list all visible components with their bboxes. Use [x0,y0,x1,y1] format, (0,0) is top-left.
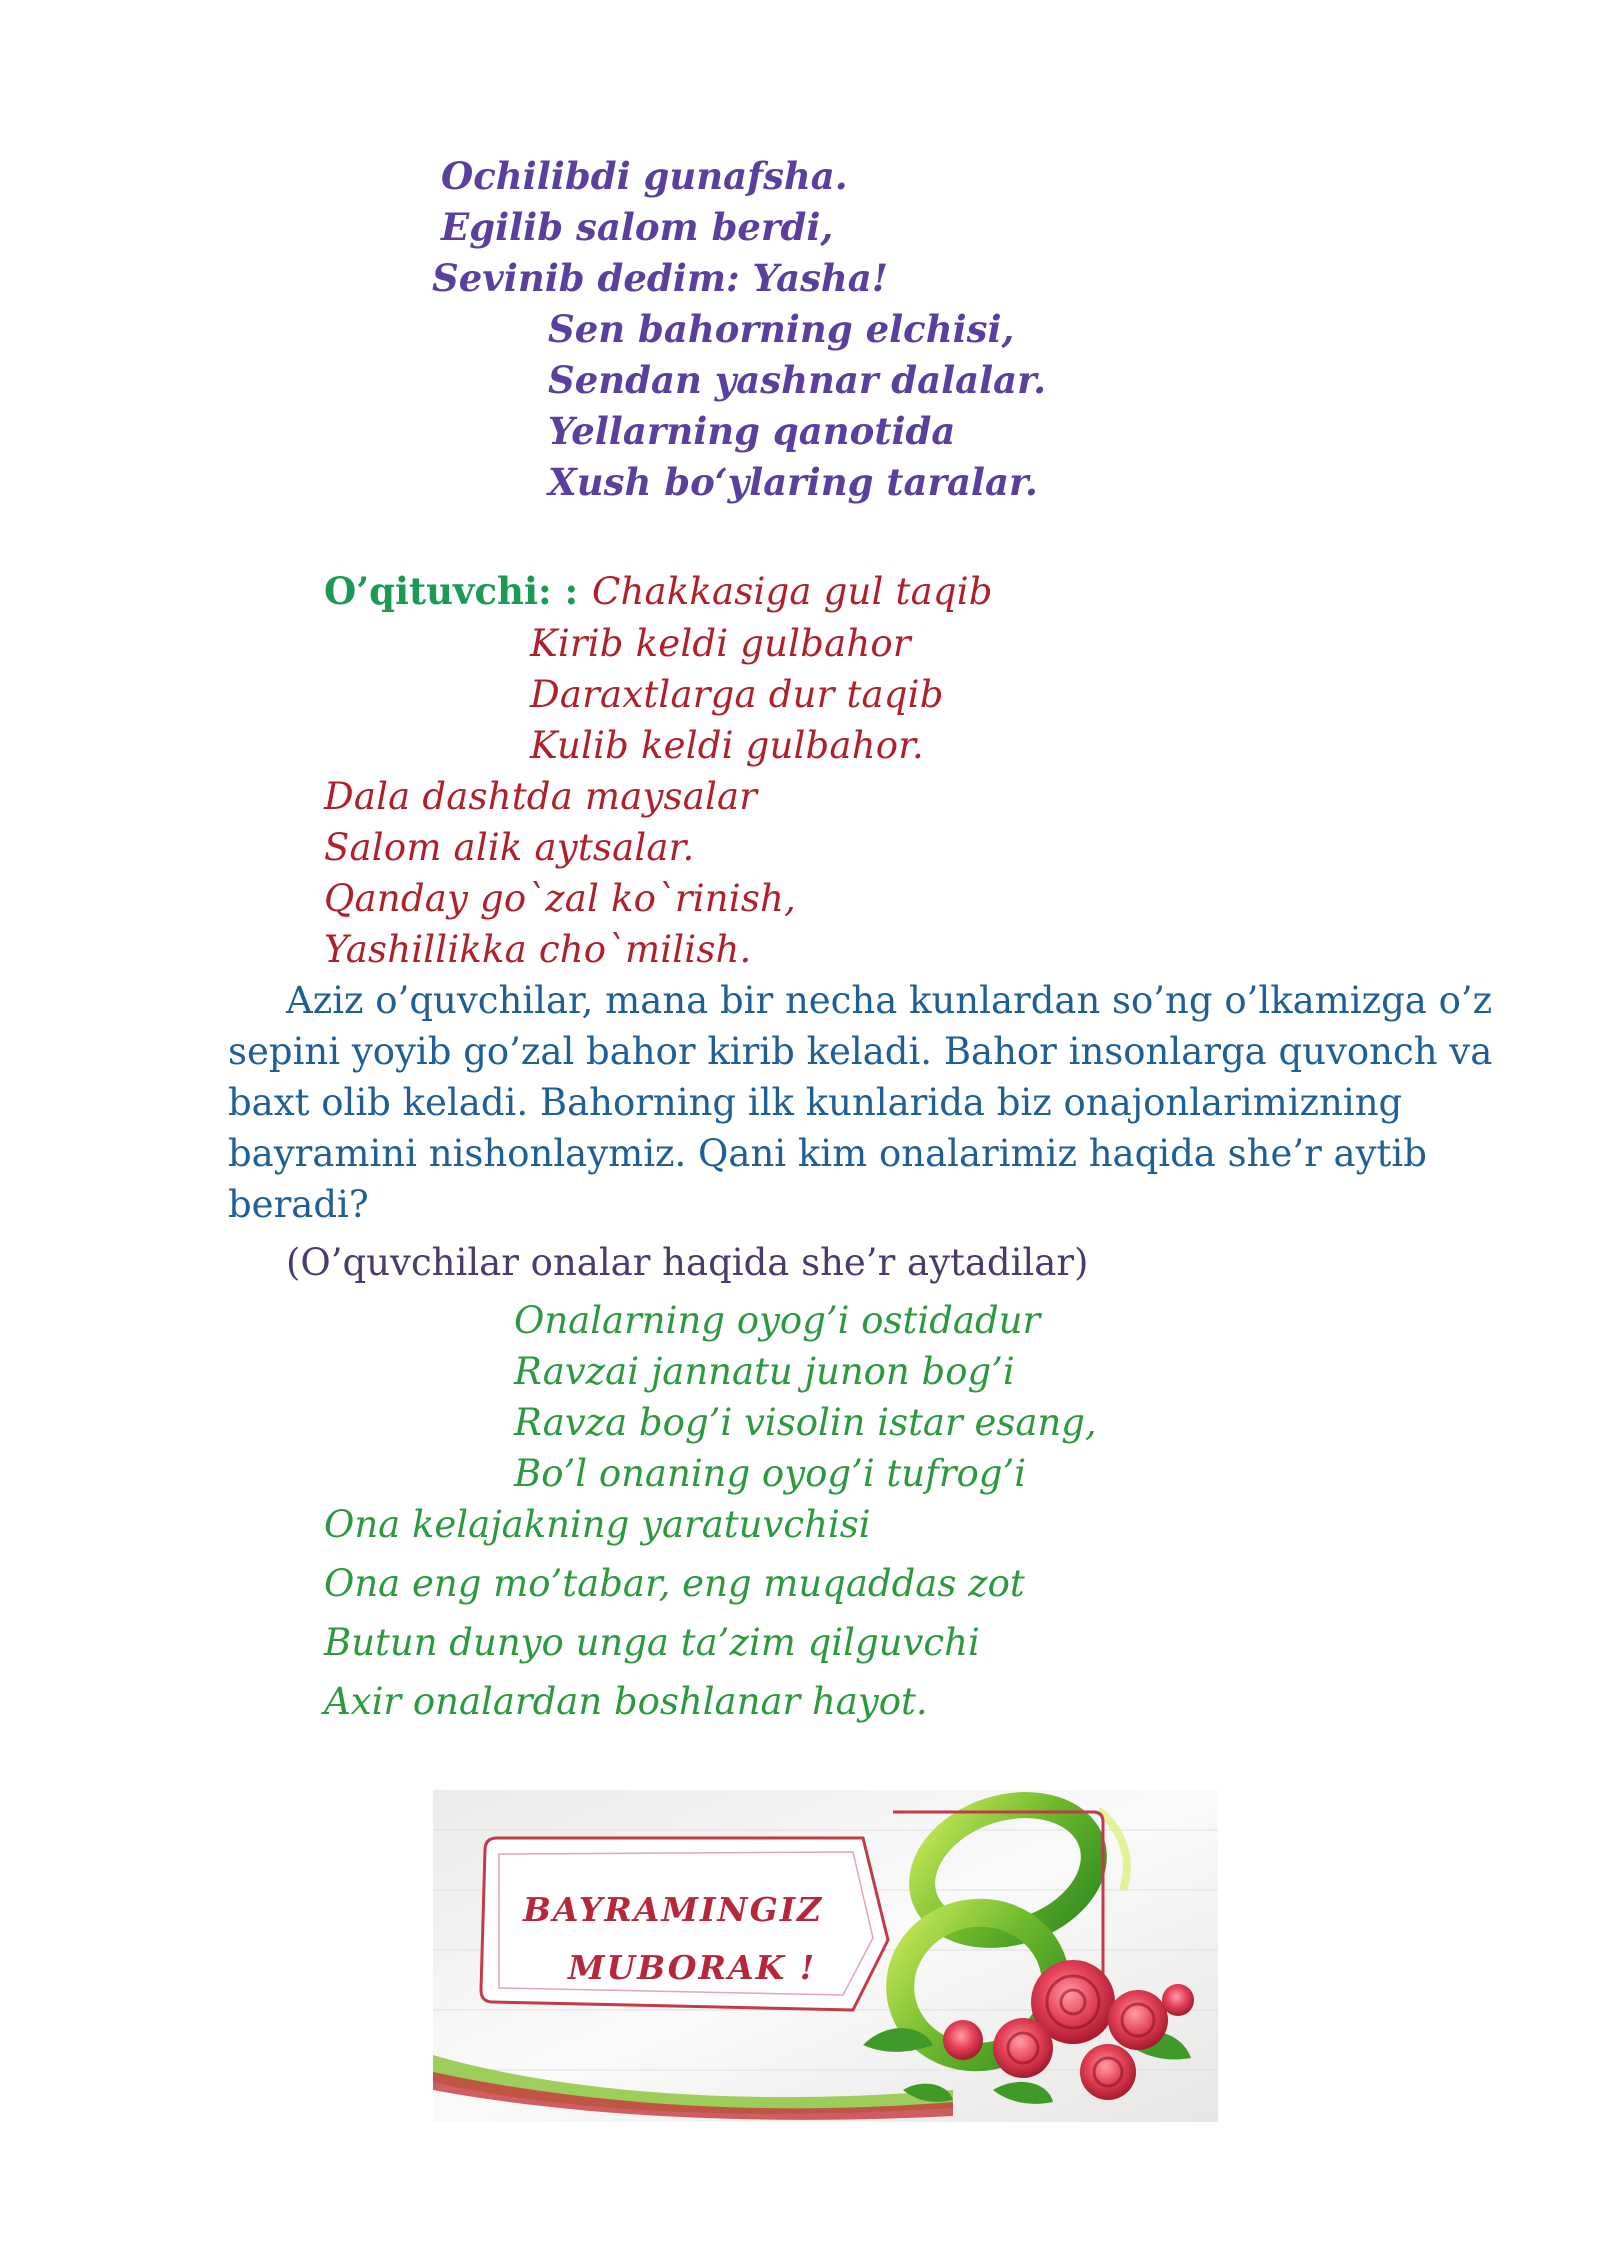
poem-line: Ravza bog’i visolin istar esang, [514,1401,1097,1444]
teacher-poem-line: Kulib keldi gulbahor. [530,724,924,767]
paragraph-line: sepini yoyib go’zal bahor kirib keladi. Bahor insonlarga quvonch va [228,1030,1493,1073]
paragraph-line: baxt olib keladi. Bahorning ilk kunlarida biz onajonlarimizning [228,1081,1403,1124]
teacher-poem-line: Yashillikka cho`milish. [324,928,752,971]
paragraph-line: Aziz o’quvchilar, mana bir necha kunlardan so’ng o’lkamizga o’z [286,979,1493,1022]
teacher-poem-line: Daraxtlarga dur taqib [530,673,944,716]
poem-line: Ona kelajakning yaratuvchisi [324,1503,871,1546]
poem-line: Xush bo‘ylaring taralar. [548,460,1038,504]
poem-line: Ochilibdi gunafsha. [441,154,848,198]
poem-line: Egilib salom berdi, [441,205,834,249]
greeting-card-graphic [433,1790,1218,2122]
poem-line: Axir onalardan boshlanar hayot. [324,1680,928,1723]
poem-line: Bo’l onaning oyog’i tufrog’i [514,1452,1027,1495]
paragraph-line: bayramini nishonlaymiz. Qani kim onalarimiz haqida she’r aytib [228,1132,1427,1175]
card-greeting-line2: MUBORAK ! [568,1948,817,1987]
card-greeting-line1: BAYRAMINGIZ [523,1890,824,1929]
paragraph-line: beradi? [228,1183,369,1226]
poem-line: Sendan yashnar dalalar. [548,358,1047,402]
poem-line: Onalarning oyog’i ostidadur [514,1299,1041,1342]
poem-line: Ravzai jannatu junon bog’i [514,1350,1015,1393]
poem-line: Yellarning qanotida [548,409,956,453]
teacher-poem-line: Kirib keldi gulbahor [530,622,911,665]
poem-line: Butun dunyo unga ta’zim qilguvchi [324,1621,980,1664]
stage-note: (O’quvchilar onalar haqida she’r aytadilar) [286,1241,1089,1284]
teacher-label: O’qituvchi: : [324,569,579,613]
teacher-poem-line: Salom alik aytsalar. [324,826,695,869]
poem-line: Ona eng mo’tabar, eng muqaddas zot [324,1562,1025,1605]
poem-line: Sevinib dedim: Yasha! [432,256,889,300]
teacher-poem-line: Chakkasiga gul taqib [592,570,993,613]
greeting-card-image [433,1790,1218,2122]
teacher-poem-line: Dala dashtda maysalar [324,775,758,818]
poem-line: Sen bahorning elchisi, [548,307,1015,351]
teacher-poem-line: Qanday go`zal ko`rinish, [324,877,796,920]
